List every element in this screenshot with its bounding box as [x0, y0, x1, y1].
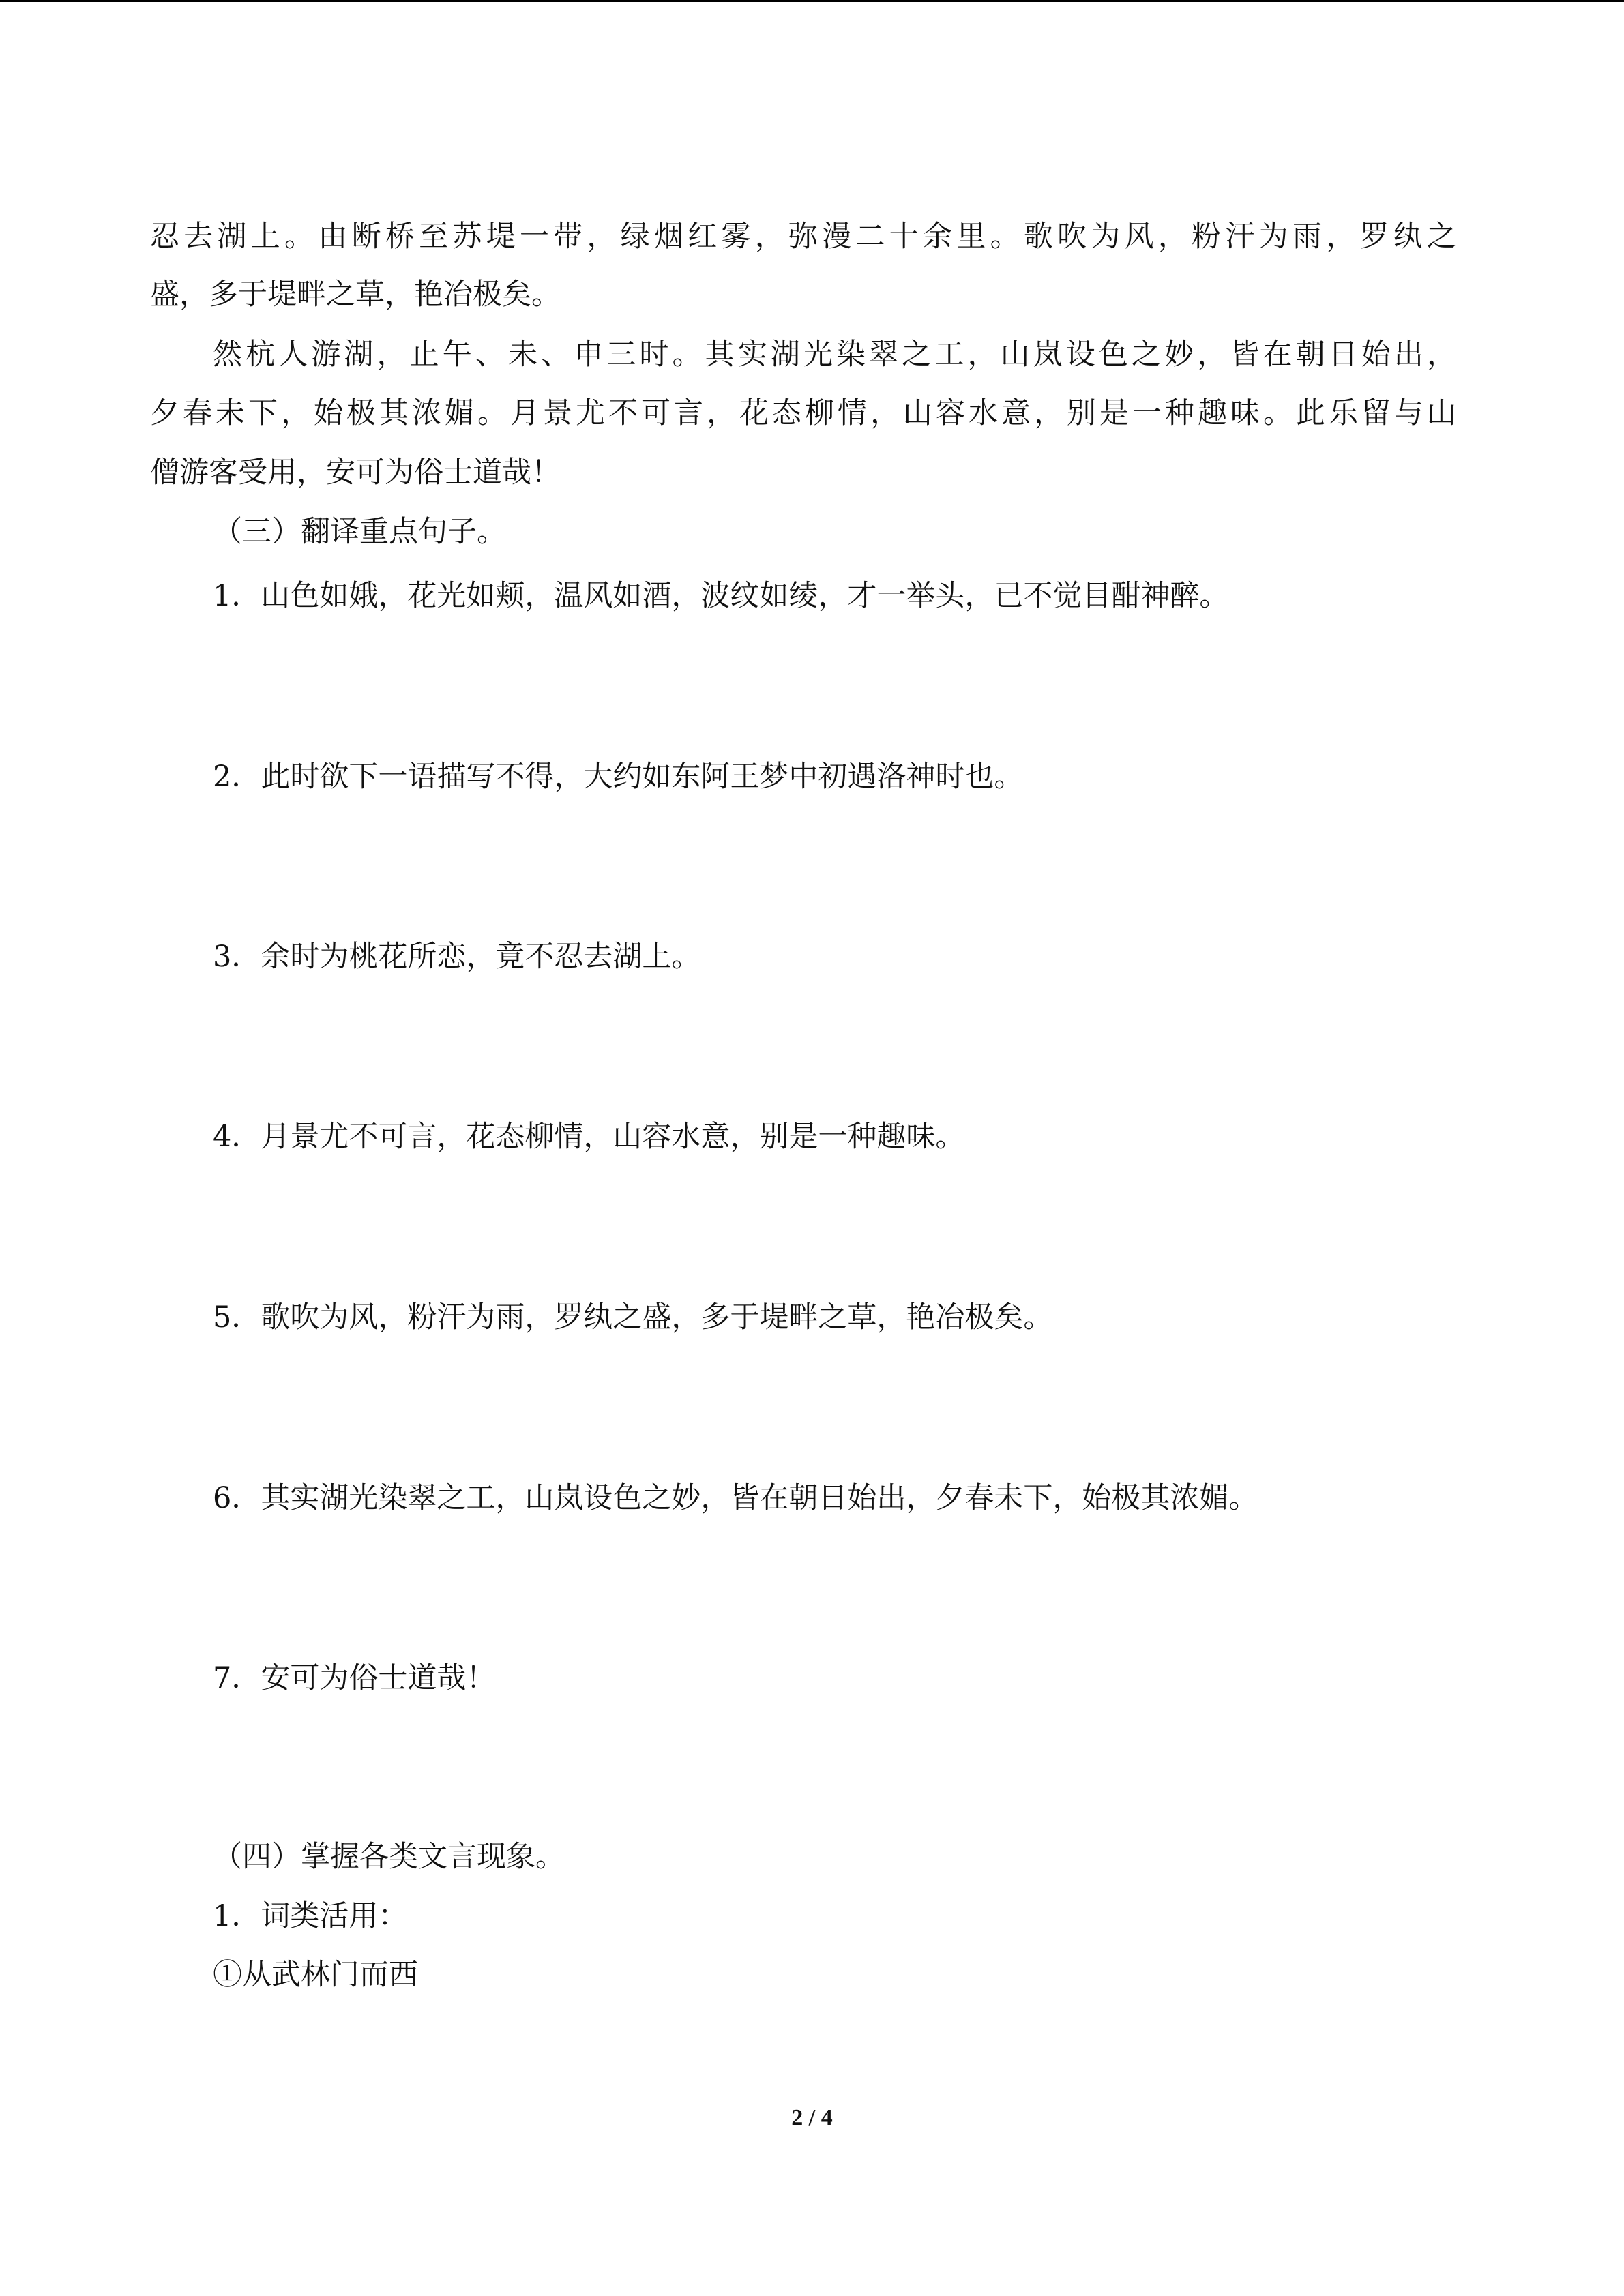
subsection-word-class: 1．词类活用：: [213, 1899, 408, 1933]
section-heading-translate: （三）翻译重点句子。: [213, 515, 506, 549]
passage-line: 盛，多于堤畔之草，艳冶极矣。: [150, 278, 561, 312]
translation-item: 6．其实湖光染翠之工，山岚设色之妙，皆在朝日始出，夕春未下，始极其浓媚。: [213, 1481, 1258, 1515]
passage-line: 夕春未下，始极其浓媚。月景尤不可言，花态柳情，山容水意，别是一种趣味。此乐留与山: [150, 396, 1456, 430]
translation-item: 3．余时为桃花所恋，竟不忍去湖上。: [213, 940, 701, 974]
passage-line: 然杭人游湖，止午、未、申三时。其实湖光染翠之工，山岚设色之妙，皆在朝日始出，: [213, 338, 1456, 372]
passage-line: 忍去湖上。由断桥至苏堤一带，绿烟红雾，弥漫二十余里。歌吹为风，粉汗为雨，罗纨之: [150, 220, 1456, 254]
translation-item: 1．山色如娥，花光如颊，温风如酒，波纹如绫，才一举头，已不觉目酣神醉。: [213, 579, 1229, 613]
passage-line: 僧游客受用，安可为俗士道哉！: [150, 456, 561, 490]
example-item: ①从武林门而西: [213, 1958, 418, 1992]
translation-item: 5．歌吹为风，粉汗为雨，罗纨之盛，多于堤畔之草，艳冶极矣。: [213, 1300, 1053, 1335]
section-heading-phenomena: （四）掌握各类文言现象。: [213, 1840, 565, 1874]
top-border-line: [0, 0, 1624, 2]
page-number: 2 / 4: [791, 2105, 833, 2130]
translation-item: 4．月景尤不可言，花态柳情，山容水意，别是一种趣味。: [213, 1120, 965, 1154]
translation-item: 2．此时欲下一语描写不得，大约如东阿王梦中初遇洛神时也。: [213, 760, 1024, 794]
translation-item: 7．安可为俗士道哉！: [213, 1661, 496, 1695]
